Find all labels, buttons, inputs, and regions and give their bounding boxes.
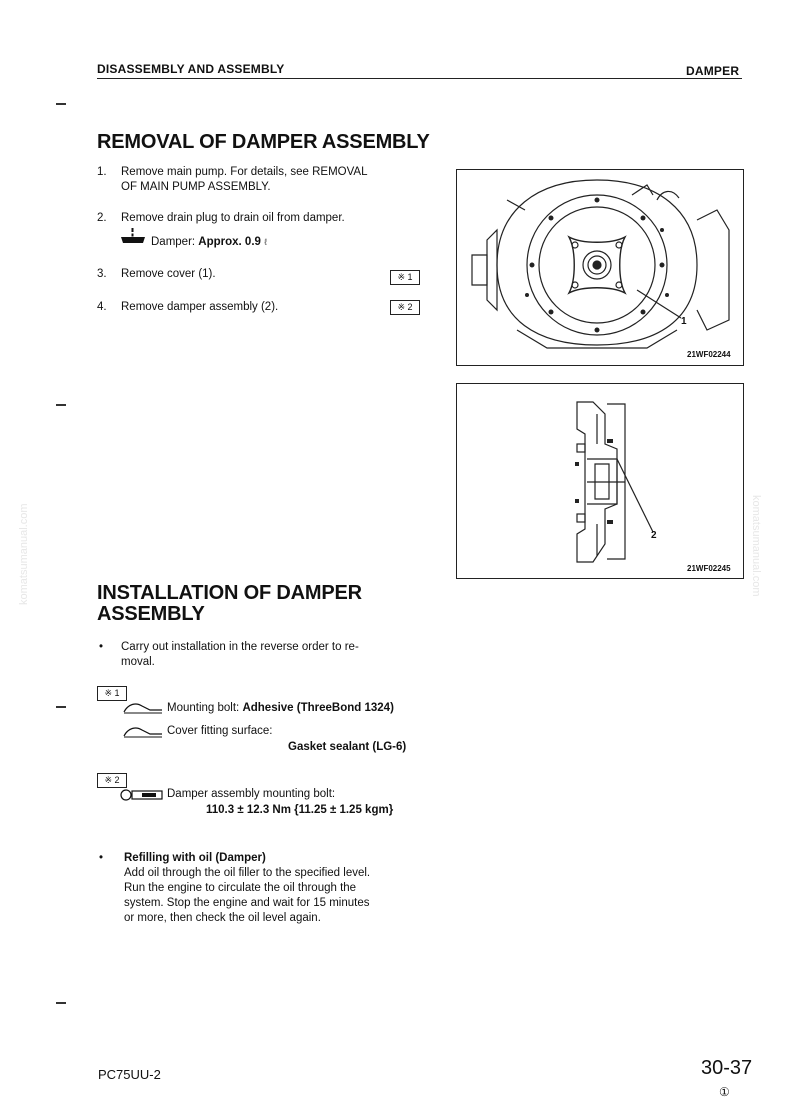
removal-title: REMOVAL OF DAMPER ASSEMBLY [97,131,430,153]
figure-section [456,383,744,579]
bullet-text: Carry out installation in the reverse order to re- [121,641,359,653]
step-text: Remove drain plug to drain oil from damper. [121,212,345,224]
running-header-topic: DAMPER [686,64,740,78]
margin-mark [56,103,66,105]
watermark-left: komatsumanual.com [18,503,30,605]
step-text: Remove main pump. For details, see REMOVAL [121,166,368,178]
bullet-icon: • [99,641,104,653]
callout-number: 2 [651,530,657,541]
step-text: OF MAIN PUMP ASSEMBLY. [121,181,271,193]
step-number: 3. [97,268,107,280]
refill-text: Run the engine to circulate the oil through the [124,882,357,894]
mounting-bolt-line: Mounting bolt: Adhesive (ThreeBond 1324) [167,702,394,714]
torque-wrench-icon [120,788,164,802]
figure-cover-drawing [457,170,743,365]
cover-surface-label: Cover fitting surface: [167,725,273,737]
refill-title: Refilling with oil (Damper) [124,852,266,864]
step-number: 1. [97,166,107,178]
page-number: 30-37 [701,1057,753,1079]
margin-mark [56,706,66,708]
reference-mark: ※ 2 [97,773,127,788]
bullet-text: moval. [121,656,155,668]
refill-text: system. Stop the engine and wait for 15 minutes [124,897,370,909]
refill-text: or more, then check the oil level again. [124,912,321,924]
step-number: 2. [97,212,107,224]
header-rule [97,78,742,79]
figure-code: 21WF02245 [687,564,731,573]
adhesive-icon [122,700,164,714]
refill-text: Add oil through the oil filler to the specified level. [124,867,371,879]
margin-mark [56,404,66,406]
torque-label: Damper assembly mounting bolt: [167,788,336,800]
margin-mark [56,1002,66,1004]
step-text: Remove damper assembly (2). [121,301,279,313]
bullet-icon: • [99,852,104,864]
installation-title-line1: INSTALLATION OF DAMPER [97,582,362,604]
reference-mark: ※ 2 [390,300,420,315]
reference-mark: ※ 1 [97,686,127,701]
sealant-icon [122,724,164,738]
running-header-section: DISASSEMBLY AND ASSEMBLY [97,62,285,76]
watermark-right: komatsumanual.com [750,495,762,597]
step-text: Remove cover (1). [121,268,216,280]
figure-section-drawing [457,384,743,578]
torque-value: 110.3 ± 12.3 Nm {11.25 ± 1.25 kgm} [206,804,394,816]
revision-mark: ① [719,1085,730,1099]
installation-title-line2: ASSEMBLY [97,603,205,625]
figure-code: 21WF02244 [687,350,731,359]
footer-model: PC75UU-2 [98,1067,161,1082]
step-number: 4. [97,301,107,313]
reference-mark: ※ 1 [390,270,420,285]
oil-drain-icon [120,228,146,244]
figure-cover [456,169,744,366]
cover-surface-value: Gasket sealant (LG-6) [288,741,407,753]
oil-capacity-line: Damper: Approx. 0.9 ℓ [151,236,268,248]
callout-number: 1 [681,316,687,327]
